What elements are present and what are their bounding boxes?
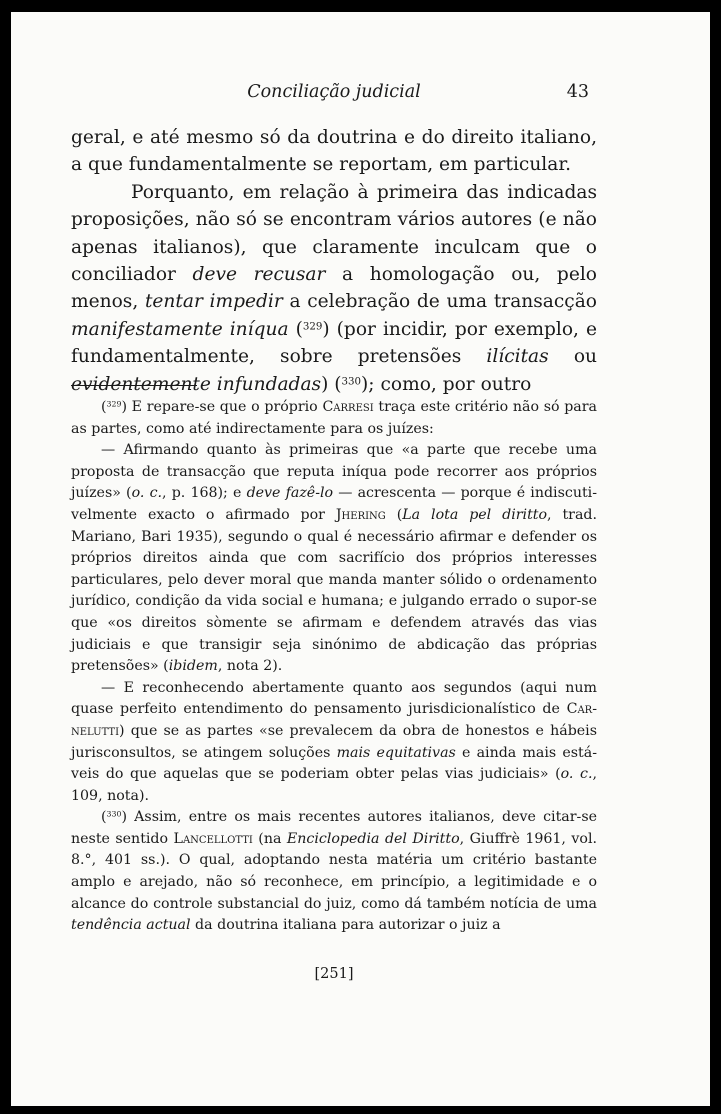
italic-phrase: ilícitas <box>486 346 549 368</box>
italic-phrase: manifestamente iníqua <box>71 318 289 340</box>
italic-phrase: evidentemente infundadas <box>71 373 322 395</box>
author-name: Carnelutti <box>71 701 597 739</box>
footnote-329-part-3: — E reconhecendo abertamente quanto aos segundos (aqui num quase perfeito entendimento do pensamento jurisdicionalístico de Carnelutti) que se as partes «se prevalecem da obra de honestos e hábeis jurisconsultos, se atingem soluções mais equitativas e ainda mais estáveis do que aquelas que se poderiam obter pelas vias judiciais» (o. c., 109, nota). <box>71 679 597 804</box>
book-title: Enciclopedia del Diritto <box>286 830 460 847</box>
page-number: 43 <box>566 82 589 102</box>
book-page <box>11 12 710 1106</box>
footnote-divider <box>71 385 197 386</box>
italic-phrase: tentar impedir <box>144 291 283 313</box>
footnotes <box>71 397 597 937</box>
paragraph-2: Porquanto, em relação à primeira das indicadas proposições, não só se encontram vários autores (e não apenas italianos), que claramente inculcam que o conciliador deve recusar a homologação ou, pelo menos, tentar impedir a celebração de uma transacção manifestamente iníqua ($^{329}$) (por incidir, por exemplo, e fundamentalmente, sobre pretensões ilícitas ou evidentemente infundadas) ($^{330}$); como, por outro <box>71 181 597 395</box>
footnote-329: ($^{329}$) E repare-se que o próprio Carresi traça este critério não só para as partes, como até indirectamente para os juízes: <box>71 399 597 437</box>
paragraph-1: geral, e até mesmo só da doutrina e do direito italiano, a que fundamentalmente se reportam, em particular. <box>71 127 597 176</box>
book-title: La lota pel diritto <box>402 506 548 523</box>
author-name: Lancellotti <box>173 830 253 847</box>
running-title: Conciliação judicial <box>247 82 421 102</box>
body-text <box>71 124 597 398</box>
footnote-ref-330[interactable]: 330 <box>341 376 362 388</box>
footnote-marker: 329 <box>106 399 122 409</box>
footnote-ref-329[interactable]: 329 <box>302 321 323 333</box>
author-name: Jhering <box>335 506 386 523</box>
printer-folio: [251] <box>314 966 354 982</box>
footnote-330: ($^{330}$) Assim, entre os mais recentes autores italianos, deve citar-se neste sentido Lancellotti (na Enciclopedia del Diritto, Giuffrè 1961, vol. 8.°, 401 ss.). O qual, adoptando nesta matéria um critério bastante amplo e arejado, não só reconhece, em princípio, a legitimidade e o alcance do controle substancial do juiz, como dá também notícia de uma tendência actual da doutrina italiana para autorizar o juiz a <box>71 809 598 934</box>
author-name: Carresi <box>322 399 374 415</box>
italic-phrase: deve recusar <box>192 264 326 286</box>
running-header <box>71 82 597 110</box>
footnote-329-part-2: — Afirmando quanto às primeiras que «a parte que recebe uma proposta de transacção que reputa iníqua pode recorrer aos próprios juízes» (o. c., p. 168); e deve fazê-lo — acrescenta — porque é indiscutivelmente exacto o afirmado por Jhering (La lota pel diritto, trad. Mariano, Bari 1935), segundo o qual é necessário afirmar e defender os próprios direitos ainda que com sacrifício dos próprios interesses particulares, pelo dever moral que manda manter sólido o ordenamento jurídico, condição da vida social e humana; e julgando errado o supor-se que «os direitos sòmente se afirmam e defendem através das vias judiciais e que transigir seja sinónimo de abdicação das próprias pretensões» (ibidem, nota 2). <box>71 442 597 675</box>
footnote-marker: 330 <box>106 810 122 819</box>
